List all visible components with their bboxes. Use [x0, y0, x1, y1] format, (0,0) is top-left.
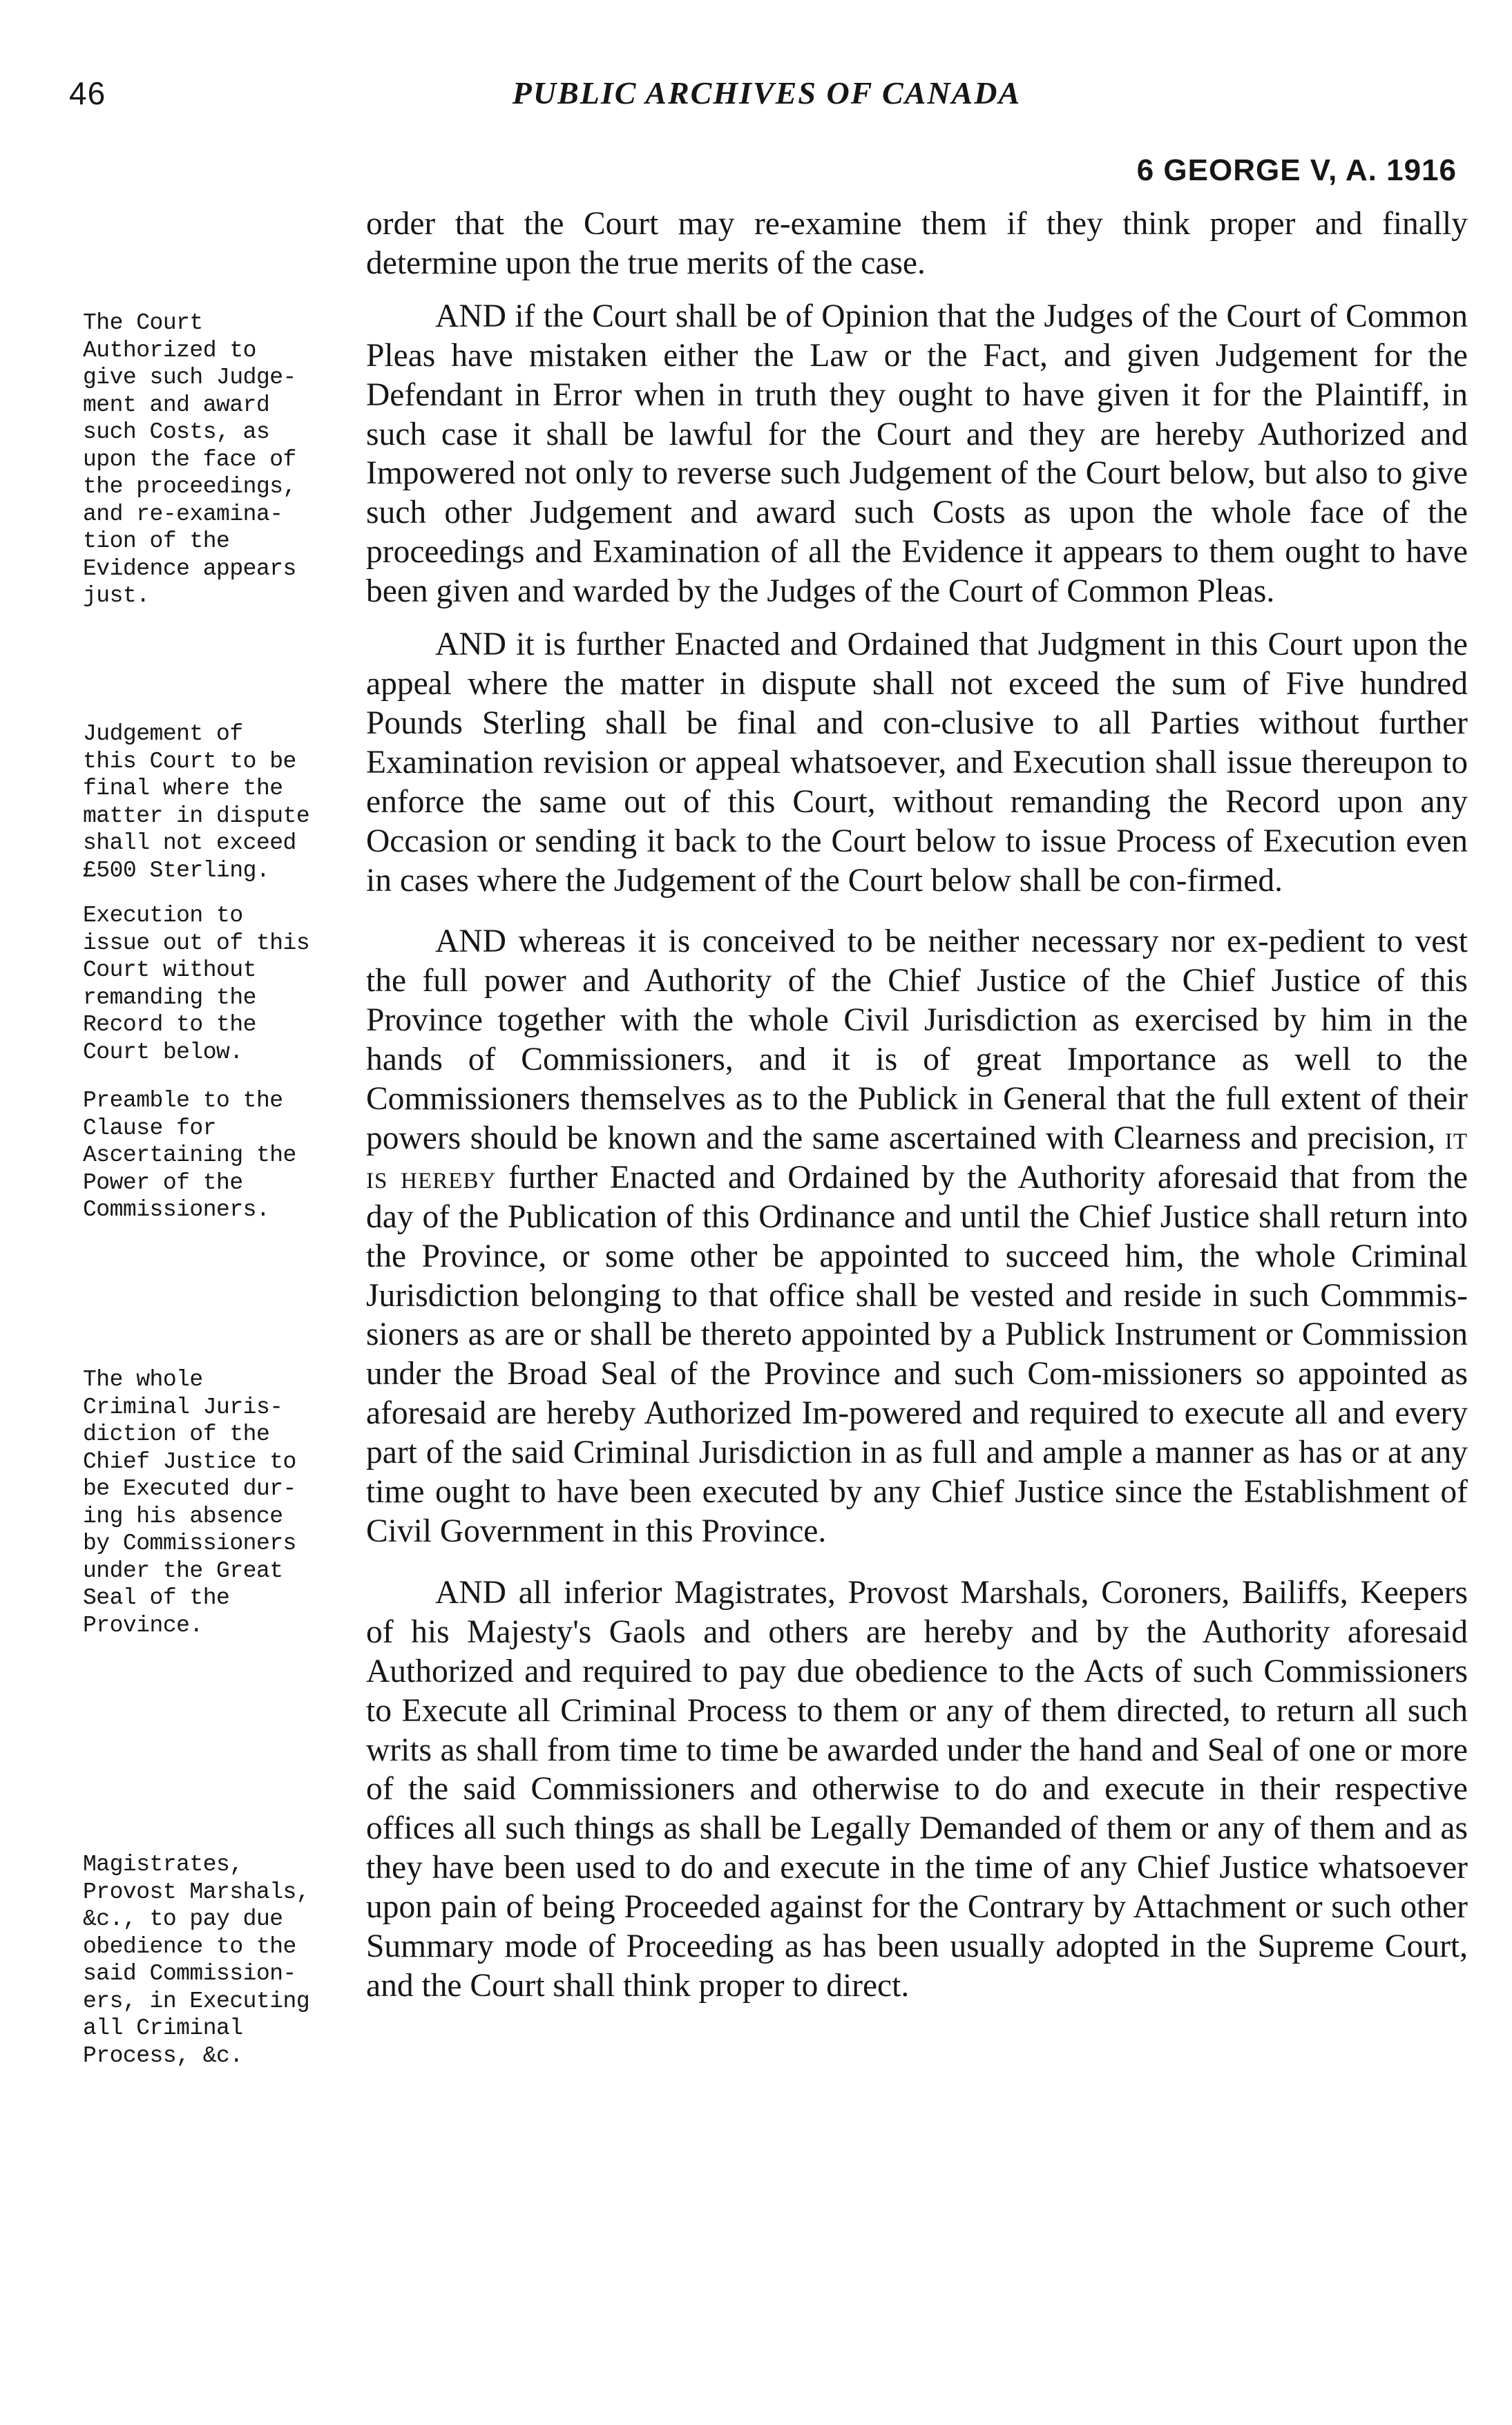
page-number: 46: [69, 75, 106, 111]
margin-note-criminal-jurisdiction: The whole Criminal Juris- diction of the Chief Justice to be Executed dur- ing his absence by Commissioners under the Great Seal of the Province.: [83, 1367, 296, 1638]
paragraph-2: AND if the Court shall be of Opinion that the Judges of the Court of Common Pleas have mistaken either the Law or the Fact, and given Judgement for the Defendant in Error when in truth they ought to have given it for the Plaintiff, in such case it shall be lawful for the Court and they are hereby Authorized and Impowered not only to reverse such Judgement of the Court below, but also to give such other Judgement and award such Costs as upon the whole face of the proceedings and Examination of all the Evidence it appears to them ought to have been given and warded by the Judges of the Court of Common Pleas.: [366, 298, 1468, 610]
paragraph-4-enacting-words: it is hereby: [366, 1120, 1468, 1196]
margin-note-execution: Execution to issue out of this Court without remanding the Record to the Court below.: [83, 903, 310, 1065]
body-text: [366, 204, 1468, 2006]
margin-note-judgement-final: Judgement of this Court to be final where the matter in dispute shall not exceed £500 Sterling.: [83, 721, 310, 883]
margin-note-magistrates: Magistrates, Provost Marshals, &c., to pay due obedience to the said Commission- ers, in Executing all Criminal Process, &c.: [83, 1852, 310, 2069]
paragraph-4-clause: further Enacted and Ordained by the Authority aforesaid that from the day of the Publication of this Ordinance and until the Chief Justice shall return into the Province, or some other be appointed to succeed him, the whole Criminal Jurisdiction belonging to that office shall be vested and reside in such Commmis-sioners as are or shall be thereto appointed by a Publick Instrument or Commission under the Broad Seal of the Province and such Com-missioners so appointed as aforesaid are hereby Authorized Im-powered and required to execute all and every part of the said Criminal Jurisdiction in as full and ample a manner as has or at any time ought to have been executed by any Chief Justice since the Establishment of Civil Government in this Province.: [366, 1159, 1468, 1549]
margin-note-court-authorized: The Court Authorized to give such Judge- ment and award such Costs, as upon the face of the proceedings, and re-examina- tion of the Evidence appears just.: [83, 310, 296, 608]
paragraph-3: AND it is further Enacted and Ordained that Judgment in this Court upon the appeal where the matter in dispute shall not exceed the sum of Five hundred Pounds Sterling shall be final and con-clusive to all Parties without further Examination revision or appeal whatsoever, and Execution shall issue thereupon to enforce the same out of this Court, without remanding the Record upon any Occasion or sending it back to the Court below to issue Process of Execution even in cases where the Judgement of the Court below shall be con-firmed.: [366, 626, 1468, 899]
margin-note-preamble: Preamble to the Clause for Ascertaining the Power of the Commissioners.: [83, 1088, 296, 1223]
running-title: PUBLIC ARCHIVES OF CANADA: [512, 75, 1022, 111]
paragraph-4: [366, 922, 1468, 1551]
paragraph-5: AND all inferior Magistrates, Provost Marshals, Coroners, Bailiffs, Keepers of his Majesty's Gaols and others are hereby and by the Authority aforesaid Authorized and required to pay due obedience to the Acts of such Commissioners to Execute all Criminal Process to them or any of them directed, to return all such writs as shall from time to time be awarded under the hand and Seal of one or more of the said Commissioners and otherwise to do and execute in their respective offices all such things as shall be Legally Demanded of them or any of them and as they have been used to do and execute in the time of any Chief Justice whatsoever upon pain of being Proceeded against for the Contrary by Attachment or such other Summary mode of Proceeding as has been usually adopted in the Supreme Court, and the Court shall think proper to direct.: [366, 1574, 1468, 2004]
paragraph-4-preamble: AND whereas it is conceived to be neither necessary nor ex-pedient to vest the full power and Authority of the Chief Justice of the Chief Justice of this Province together with the whole Civil Jurisdiction as exercised by him in the hands of Commissioners, and it is of great Importance as well to the Commissioners themselves as to the Publick in General that the full extent of their powers should be known and the same ascertained with Clearness and precision,: [366, 923, 1468, 1156]
session-label: 6 GEORGE V, A. 1916: [1136, 153, 1457, 187]
paragraph-1: order that the Court may re-examine them if they think proper and finally determine upon the true merits of the case.: [366, 206, 1468, 281]
